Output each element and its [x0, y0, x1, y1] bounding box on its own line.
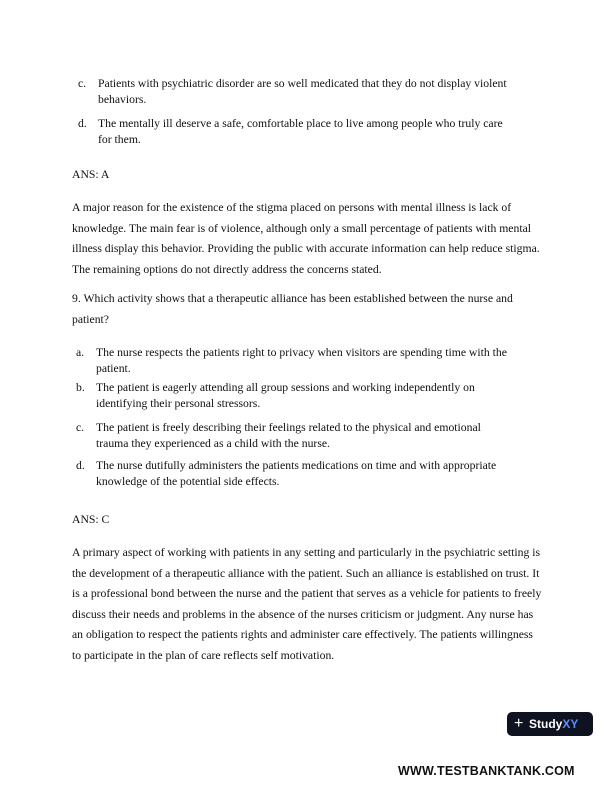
footer-url[interactable]: WWW.TESTBANKTANK.COM: [398, 764, 575, 778]
studyxy-badge[interactable]: [507, 712, 593, 736]
option-text: The patient is freely describing their feelings related to the physical and emotional trauma they experienced as a child with the nurse.: [96, 421, 481, 450]
answer-prev: ANS: A: [72, 168, 110, 181]
option-text: The nurse respects the patients right to privacy when visitors are spending time with the patient.: [96, 346, 507, 375]
option-letter: d.: [78, 117, 87, 130]
question-9-stem: 9. Which activity shows that a therapeutic alliance has been established between the nurse and patient?: [72, 292, 513, 326]
option-letter: c.: [76, 421, 85, 434]
option-text: The mentally ill deserve a safe, comfortable place to live among people who truly care for them.: [98, 117, 503, 146]
option-text: The patient is eagerly attending all group sessions and working independently on identifying their personal stressors.: [96, 381, 475, 410]
option-letter: b.: [76, 381, 85, 394]
option-letter: d.: [76, 459, 85, 472]
option-text: Patients with psychiatric disorder are so well medicated that they do not display violent behaviors.: [98, 77, 507, 106]
option-text: The nurse dutifully administers the patients medications on time and with appropriate knowledge of the potential side effects.: [96, 459, 497, 488]
rationale-9: A primary aspect of working with patients in any setting and particularly in the psychiatric setting is the development of a therapeutic alliance with the patient. Such an alliance is established on trust. It is a professional bond between the nurse and the patient that serves as a vehicle for patients to freely discuss their needs and problems in the absence of the nurses criticism or judgment. Any nurse has an obligation to respect the patients rights and administer care effectively. The patients willingness to participate in the plan of care reflects self motivation.: [72, 546, 542, 662]
rationale-prev: A major reason for the existence of the stigma placed on persons with mental illness is lack of knowledge. The main fear is of violence, although only a small percentage of patients with mental illness display this behavior. Providing the public with accurate information can help reduce stigma. The remaining options do not directly address the concerns stated.: [72, 201, 540, 276]
studyxy-logo-text: StudyXY: [529, 717, 579, 731]
option-letter: a.: [76, 346, 85, 359]
plus-icon: +: [514, 715, 524, 732]
option-letter: c.: [78, 77, 87, 90]
answer-9: ANS: C: [72, 513, 110, 526]
